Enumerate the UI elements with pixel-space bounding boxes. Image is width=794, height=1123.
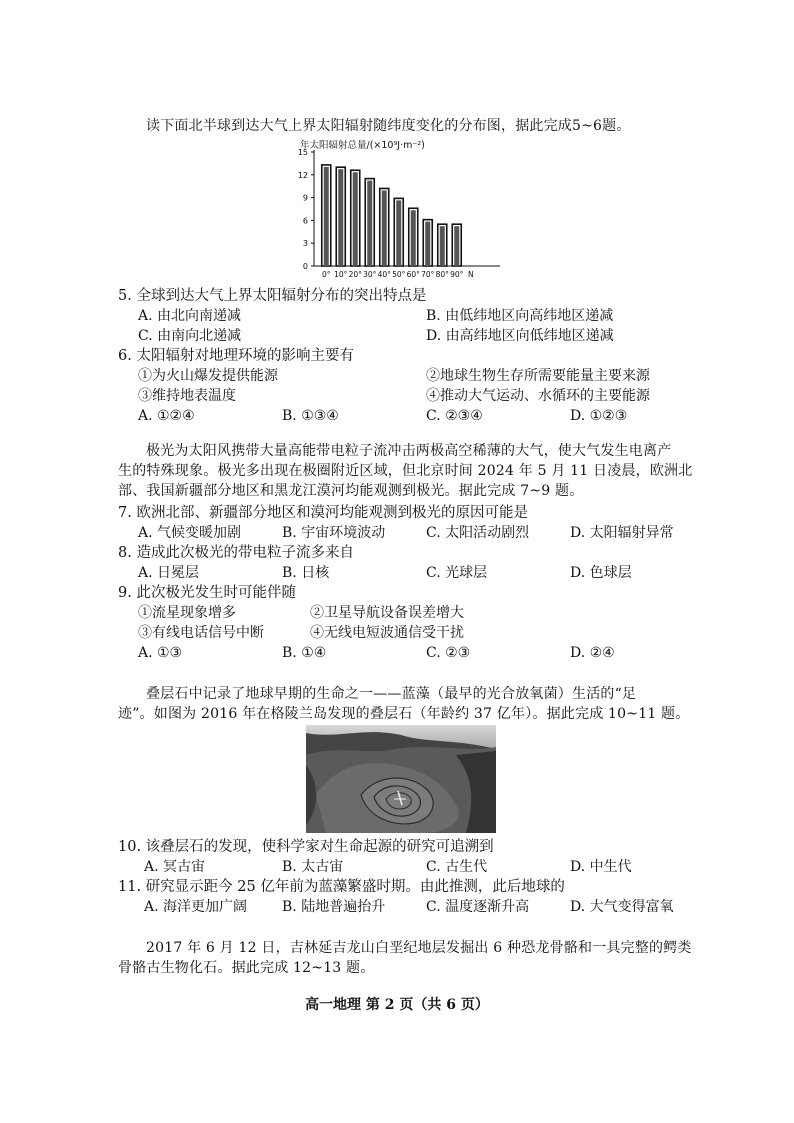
x-tick-label: 30° <box>363 270 377 279</box>
q5-option-c[interactable]: C. 由南向北递减 <box>138 328 242 344</box>
x-tick-label: 40° <box>377 270 391 279</box>
q6-option-d[interactable]: D. ①②③ <box>570 408 628 424</box>
y-tick-label: 6 <box>302 216 308 226</box>
x-tick-label: 90° <box>450 270 464 279</box>
y-tick-label: 15 <box>297 148 308 157</box>
q9-statement-1: ①流星现象增多 <box>138 605 236 621</box>
q10-option-d[interactable]: D. 中生代 <box>570 859 632 875</box>
stromatolite-photo <box>306 725 496 833</box>
y-tick-label: 3 <box>302 239 308 249</box>
q9-statement-2: ②卫星导航设备误差增大 <box>310 605 464 621</box>
intro-5-6: 读下面北半球到达大气上界太阳辐射随纬度变化的分布图，据此完成5~6题。 <box>146 118 631 134</box>
q8-option-b[interactable]: B. 日核 <box>282 565 330 581</box>
bar-fill <box>353 172 358 266</box>
intro-10-11-line-1: 叠层石中记录了地球早期的生命之一——蓝藻（最早的光合放氧菌）生活的“足 <box>146 686 637 702</box>
q9-statement-4: ④无线电短波通信受干扰 <box>310 625 464 641</box>
intro-7-9-line-2: 生的特殊现象。极光多出现在极圈附近区域，但北京时间 2024 年 5 月 11 日凌晨，欧洲北 <box>118 463 693 479</box>
intro-12-13-line-2: 骨骼古生物化石。据此完成 12~13 题。 <box>118 960 375 976</box>
q5-option-a[interactable]: A. 由北向南递减 <box>138 308 242 324</box>
x-tick-label: 0° <box>321 270 331 279</box>
intro-7-9-line-3: 部、我国新疆部分地区和黑龙江漠河均能观测到极光。据此完成 7~9 题。 <box>118 483 584 499</box>
q8-option-c[interactable]: C. 光球层 <box>426 565 488 581</box>
x-tick-label: 10° <box>334 270 348 279</box>
q5-stem: 5. 全球到达大气上界太阳辐射分布的突出特点是 <box>118 288 427 304</box>
q10-option-c[interactable]: C. 古生代 <box>426 859 488 875</box>
q10-option-a[interactable]: A. 冥古宙 <box>144 859 206 875</box>
page-footer: 高一地理 第 2 页（共 6 页） <box>305 997 489 1013</box>
q11-option-b[interactable]: B. 陆地普遍抬升 <box>282 899 386 915</box>
intro-7-9-line-1: 极光为太阳风携带大量高能带电粒子流冲击两极高空稀薄的大气，使大气发生电离产 <box>146 443 672 459</box>
q7-option-b[interactable]: B. 宇宙环境波动 <box>282 525 386 541</box>
q10-stem: 10. 该叠层石的发现，使科学家对生命起源的研究可追溯到 <box>118 839 494 855</box>
bar-fill <box>440 226 445 266</box>
bar-fill <box>324 167 329 266</box>
q11-option-a[interactable]: A. 海洋更加广阔 <box>144 899 248 915</box>
q5-option-d[interactable]: D. 由高纬地区向低纬地区递减 <box>426 328 614 344</box>
bar-fill <box>367 181 372 266</box>
solar-radiation-bar-chart <box>290 136 520 282</box>
q6-statement-2: ②地球生物生存所需要能量主要来源 <box>426 368 650 384</box>
chart-ylabel: 年太阳辐射总量/(×10⁹J·m⁻²) <box>300 140 425 151</box>
x-tick-label: 70° <box>421 270 435 279</box>
x-tick-label: 80° <box>435 270 449 279</box>
q8-stem: 8. 造成此次极光的带电粒子流多来自 <box>118 545 354 561</box>
q9-option-c[interactable]: C. ②③ <box>426 645 471 661</box>
bar-fill <box>396 200 401 266</box>
q6-option-a[interactable]: A. ①②④ <box>138 408 195 424</box>
q9-option-b[interactable]: B. ①④ <box>282 645 327 661</box>
bar-fill <box>425 222 430 266</box>
q7-option-a[interactable]: A. 气候变暖加剧 <box>138 525 242 541</box>
q11-stem: 11. 研究显示距今 25 亿年前为蓝藻繁盛时期。由此推测，此后地球的 <box>118 879 565 895</box>
x-tick-label: 60° <box>406 270 420 279</box>
q6-stem: 6. 太阳辐射对地理环境的影响主要有 <box>118 348 354 364</box>
bar-fill <box>382 190 387 266</box>
q5-option-b[interactable]: B. 由低纬地区向高纬地区递减 <box>426 308 614 324</box>
intro-12-13-line-1: 2017 年 6 月 12 日，吉林延吉龙山白垩纪地层发掘出 6 种恐龙骨骼和一具完整的鳄类 <box>146 940 692 956</box>
q7-option-c[interactable]: C. 太阳活动剧烈 <box>426 525 530 541</box>
q11-option-c[interactable]: C. 温度逐渐升高 <box>426 899 530 915</box>
q9-statement-3: ③有线电话信号中断 <box>138 625 264 641</box>
bar-fill <box>338 169 343 266</box>
y-tick-label: 9 <box>302 193 308 203</box>
q6-statement-4: ④推动大气运动、水循环的主要能源 <box>426 388 650 404</box>
q7-option-d[interactable]: D. 太阳辐射异常 <box>570 525 674 541</box>
q9-option-a[interactable]: A. ①③ <box>138 645 183 661</box>
q11-option-d[interactable]: D. 大气变得富氧 <box>570 899 674 915</box>
y-tick-label: 0 <box>302 262 308 271</box>
q6-statement-3: ③维持地表温度 <box>138 388 236 404</box>
y-tick-label: 12 <box>297 170 308 180</box>
bar-fill <box>411 210 416 266</box>
q9-option-d[interactable]: D. ②④ <box>570 645 615 661</box>
x-unit-label: N <box>468 270 474 279</box>
q7-stem: 7. 欧洲北部、新疆部分地区和漠河均能观测到极光的原因可能是 <box>118 505 528 521</box>
q10-option-b[interactable]: B. 太古宙 <box>282 859 344 875</box>
q6-option-c[interactable]: C. ②③④ <box>426 408 483 424</box>
q6-statement-1: ①为火山爆发提供能源 <box>138 368 278 384</box>
q8-option-d[interactable]: D. 色球层 <box>570 565 632 581</box>
intro-10-11-line-2: 迹”。如图为 2016 年在格陵兰岛发现的叠层石（年龄约 37 亿年）。据此完成 10~11 题。 <box>118 706 690 722</box>
x-tick-label: 20° <box>348 270 362 279</box>
x-tick-label: 50° <box>392 270 406 279</box>
q6-option-b[interactable]: B. ①③④ <box>282 408 339 424</box>
q9-stem: 9. 此次极光发生时可能伴随 <box>118 585 296 601</box>
q8-option-a[interactable]: A. 日冕层 <box>138 565 200 581</box>
bar-fill <box>454 226 459 266</box>
